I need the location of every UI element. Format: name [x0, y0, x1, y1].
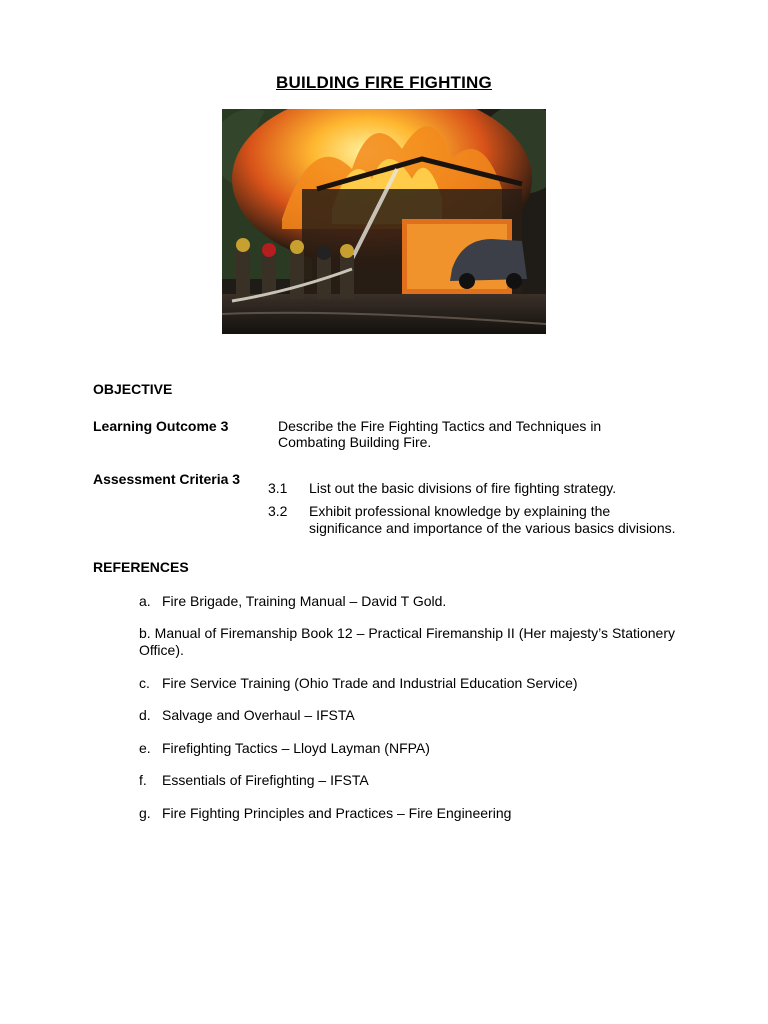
reference-letter: g. — [139, 805, 151, 821]
reference-text: Salvage and Overhaul – IFSTA — [162, 707, 355, 723]
assessment-criteria-label: Assessment Criteria 3 — [93, 471, 241, 487]
assessment-item-number: 3.2 — [268, 503, 288, 519]
reference-letter: b. — [139, 625, 151, 641]
reference-letter: e. — [139, 740, 151, 756]
building-fire-photo — [222, 109, 546, 334]
reference-text: Fire Fighting Principles and Practices – Fire Engineering — [162, 805, 512, 821]
assessment-item-text-continued: significance and importance of the various basics divisions. — [309, 520, 676, 536]
reference-letter: d. — [139, 707, 151, 723]
reference-text: Essentials of Firefighting – IFSTA — [162, 772, 369, 788]
assessment-item-number: 3.1 — [268, 480, 288, 496]
reference-text: Fire Service Training (Ohio Trade and Industrial Education Service) — [162, 675, 578, 691]
reference-text: Firefighting Tactics – Lloyd Layman (NFPA) — [162, 740, 430, 756]
learning-outcome-text-line1: Describe the Fire Fighting Tactics and Techniques in — [278, 418, 602, 434]
reference-item — [139, 593, 446, 610]
references-heading: REFERENCES — [93, 559, 189, 575]
assessment-item-text: Exhibit professional knowledge by explaining the — [309, 503, 611, 519]
learning-outcome-text-line2: Combating Building Fire. — [278, 434, 432, 450]
reference-letter: c. — [139, 675, 150, 691]
reference-item — [139, 772, 369, 789]
reference-item — [139, 675, 578, 692]
reference-item — [139, 707, 355, 724]
reference-item — [139, 625, 675, 659]
reference-letter: f. — [139, 772, 147, 788]
building-fire-illustration — [222, 109, 546, 334]
reference-letter: a. — [139, 593, 151, 609]
reference-text: Manual of Firemanship Book 12 – Practical Firemanship II (Her majesty’s Stationery Office). — [139, 625, 675, 658]
reference-item — [139, 740, 430, 757]
reference-item — [139, 805, 511, 822]
reference-text: Fire Brigade, Training Manual – David T Gold. — [162, 593, 447, 609]
page-title: BUILDING FIRE FIGHTING — [276, 73, 492, 92]
learning-outcome-label: Learning Outcome 3 — [93, 418, 229, 434]
assessment-item-text: List out the basic divisions of fire fighting strategy. — [309, 480, 617, 496]
objective-heading: OBJECTIVE — [93, 381, 173, 397]
